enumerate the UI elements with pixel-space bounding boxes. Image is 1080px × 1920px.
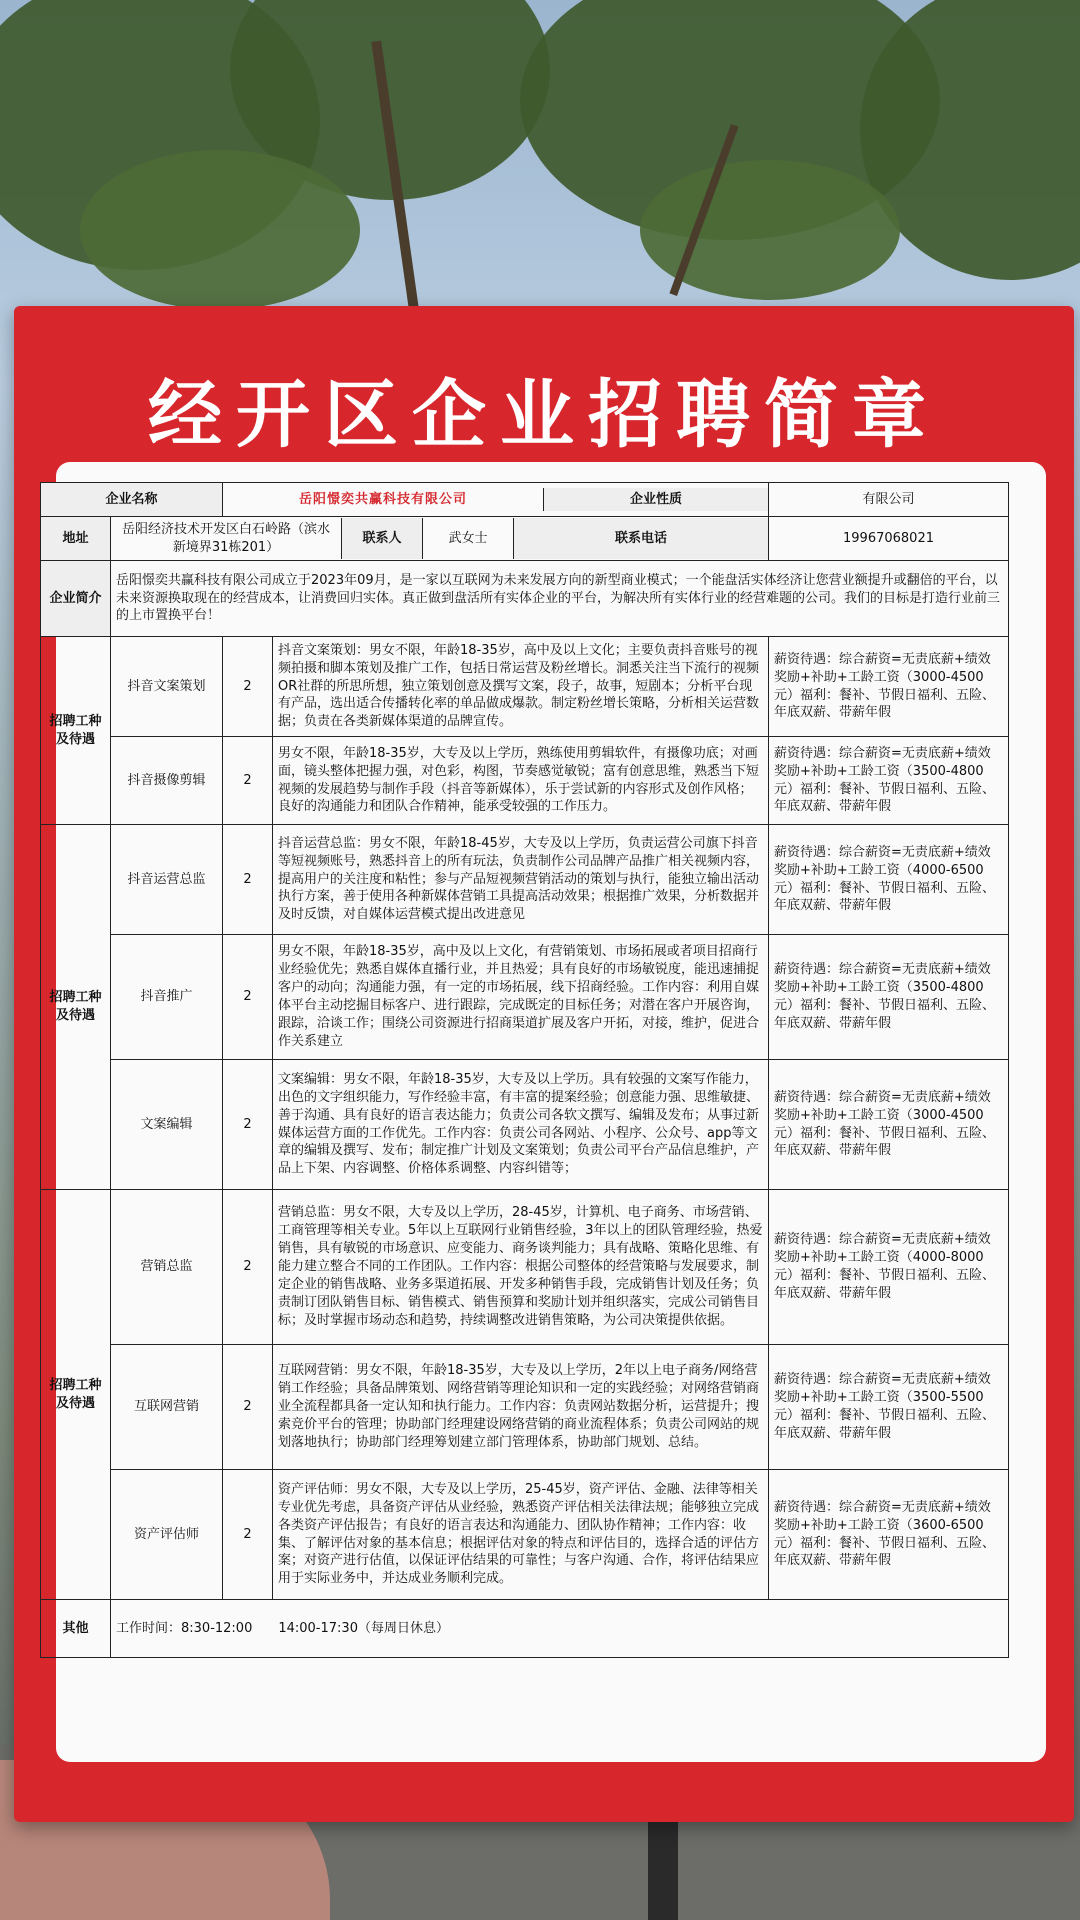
job-description: 抖音文案策划：男女不限，年龄18-35岁，高中及以上文化；主要负责抖音账号的视频拍摄和脚本策划及推广工作，包括日常运营及粉丝增长。洞悉关注当下流行的视频OR社群的所思所想，独立策划创意及撰写文案，段子，故事，短剧本；分析平台现有产品，选出适合传播转化率的单品做成爆款。制定粉丝增长策略，分析相关运营数据；负责在各类新媒体渠道的品牌宣传。 [273,637,769,737]
job-row [41,1470,1009,1600]
tree-canopy [0,0,1080,330]
job-position: 营销总监 [111,1190,223,1345]
company-type-label: 企业性质 [544,488,769,512]
company-address: 岳阳经济技术开发区白石岭路（滨水新境界31栋201） [121,521,330,555]
job-count: 2 [223,637,273,737]
company-intro: 岳阳憬奕共赢科技有限公司成立于2023年09月，是一家以互联网为未来发展方向的新型商业模式；一个能盘活实体经济让您营业额提升或翻倍的平台，以未来资源换取现在的经营成本，让消费回归实体。真正做到盘活所有实体企业的平台，为解决所有实体行业的经营难题的公司。我们的目标是打造行业前三的上市置换平台！ [111,561,1009,637]
address-row [41,517,1009,561]
address-label: 地址 [41,517,111,561]
job-row [41,935,1009,1060]
company-name: 岳阳憬奕共赢科技有限公司 [299,491,468,507]
job-pay: 薪资待遇：综合薪资=无责底薪+绩效奖励+补助+工龄工资（3000-4500元）福利：餐补、节假日福利、五险、年底双薪、带薪年假 [769,637,1009,737]
job-count: 2 [223,1470,273,1600]
poster-title: 经开区企业招聘简章 [148,372,940,458]
jobs-section-label-1: 招聘工种及待遇 [41,637,111,825]
job-description: 文案编辑：男女不限，年龄18-35岁，大专及以上学历。具有较强的文案写作能力，出色的文字组织能力，写作经验丰富，有丰富的提案经验；创意能力强、思维敏捷、善于沟通、具有良好的语言表达能力；负责公司各软文撰写、编辑及发布；从事过新媒体运营方面的工作优先。工作内容：负责公司各网站、小程序、公众号、app等文章的编辑及撰写、发布；制定推广计划及文案策划；负责公司平台产品信息维护，产品上下架、内容调整、价格体系调整、内容纠错等； [273,1060,769,1190]
job-count: 2 [223,1345,273,1470]
job-position: 资产评估师 [111,1470,223,1600]
job-count: 2 [223,1060,273,1190]
job-row [41,825,1009,935]
job-count: 2 [223,1190,273,1345]
job-description: 男女不限，年龄18-35岁，大专及以上学历，熟练使用剪辑软件，有摄像功底；对画面，镜头整体把握力强，对色彩，构图，节奏感觉敏锐；富有创意思维，熟悉当下短视频的发展趋势与制作手段（抖音等新媒体），乐于尝试新的内容形式及创作风格；良好的沟通能力和团队合作精神，能承受较强的工作压力。 [273,737,769,825]
recruitment-table [40,482,1009,1658]
job-row [41,1060,1009,1190]
job-row [41,737,1009,825]
job-pay: 薪资待遇：综合薪资=无责底薪+绩效奖励+补助+工龄工资（4000-8000元）福利：餐补、节假日福利、五险、年底双薪、带薪年假 [769,1190,1009,1345]
job-description: 资产评估师：男女不限，大专及以上学历，25-45岁，资产评估、金融、法律等相关专业优先考虑，具备资产评估从业经验，熟悉资产评估相关法律法规；能够独立完成各类资产评估报告；有良好的语言表达和沟通能力、团队协作精神；工作内容：收集、了解评估对象的基本信息；根据评估对象的特点和评估目的，选择合适的评估方案；对资产进行估值，以保证评估结果的可靠性；与客户沟通、合作，将评估结果应用于实际业务中，并达成业务顺利完成。 [273,1470,769,1600]
job-row [41,637,1009,737]
intro-row [41,561,1009,637]
phone-label: 联系电话 [514,518,769,560]
job-description: 互联网营销：男女不限，年龄18-35岁，大专及以上学历，2年以上电子商务/网络营销工作经验；具备品牌策划、网络营销等理论知识和一定的实践经验；对网络营销商业全流程都具备一定认知和执行能力。工作内容：负责网站数据分析，运营提升；搜索竞价平台的管理；协助部门经理建设网络营销的商业流程体系；负责公司网站的规划落地执行；协助部门经理筹划建立部门管理体系，协助部门规划、总结。 [273,1345,769,1470]
job-position: 文案编辑 [111,1060,223,1190]
company-type: 有限公司 [769,483,1009,517]
job-count: 2 [223,737,273,825]
job-count: 2 [223,935,273,1060]
job-pay: 薪资待遇：综合薪资=无责底薪+绩效奖励+补助+工龄工资（3500-5500元）福利：餐补、节假日福利、五险、年底双薪、带薪年假 [769,1345,1009,1470]
job-row [41,1190,1009,1345]
jobs-section-label-2: 招聘工种及待遇 [41,825,111,1190]
company-name-row [41,483,1009,517]
address-cell [111,517,769,561]
job-pay: 薪资待遇：综合薪资=无责底薪+绩效奖励+补助+工龄工资（3500-4800元）福利：餐补、节假日福利、五险、年底双薪、带薪年假 [769,935,1009,1060]
job-description: 抖音运营总监：男女不限，年龄18-45岁，大专及以上学历，负责运营公司旗下抖音等短视频账号，熟悉抖音上的所有玩法，负责制作公司品牌产品推广相关视频内容，提高用户的关注度和粘性；参与产品短视频营销活动的策划与执行，能独立输出活动执行方案，善于使用各种新媒体营销工具提高活动效果；根据推广效果，分析数据并及时反馈，对自媒体运营模式提出改进意见 [273,825,769,935]
work-hours: 工作时间：8:30-12:00 14:00-17:30（每周日休息） [111,1600,1009,1658]
company-name-cell [223,483,769,517]
job-description: 营销总监：男女不限，大专及以上学历，28-45岁，计算机、电子商务、市场营销、工商管理等相关专业。5年以上互联网行业销售经验，3年以上的团队管理经验，热爱销售，具有敏锐的市场意识、应变能力、商务谈判能力；具有战略、策略化思维、有能力建立整合不同的工作团队。工作内容：根据公司整体的经营策略与发展要求，制定企业的销售战略、业务多渠道拓展、开发多种销售手段，完成销售计划及任务；负责制订团队销售目标、销售模式、销售预算和奖励计划并组织落实，完成公司销售目标；及时掌握市场动态和趋势，持续调整改进销售策略，为公司决策提供依据。 [273,1190,769,1345]
jobs-section-label-3: 招聘工种及待遇 [41,1190,111,1600]
job-pay: 薪资待遇：综合薪资=无责底薪+绩效奖励+补助+工龄工资（3600-6500元）福利：餐补、节假日福利、五险、年底双薪、带薪年假 [769,1470,1009,1600]
other-label: 其他 [41,1600,111,1658]
job-position: 抖音摄像剪辑 [111,737,223,825]
intro-label: 企业简介 [41,561,111,637]
job-count: 2 [223,825,273,935]
other-row [41,1600,1009,1658]
contact-person: 武女士 [423,518,514,560]
job-row [41,1345,1009,1470]
phone-number: 19967068021 [769,517,1009,561]
job-pay: 薪资待遇：综合薪资=无责底薪+绩效奖励+补助+工龄工资（4000-6500元）福利：餐补、节假日福利、五险、年底双薪、带薪年假 [769,825,1009,935]
job-position: 抖音运营总监 [111,825,223,935]
job-position: 抖音文案策划 [111,637,223,737]
job-pay: 薪资待遇：综合薪资=无责底薪+绩效奖励+补助+工龄工资（3000-4500元）福利：餐补、节假日福利、五险、年底双薪、带薪年假 [769,1060,1009,1190]
job-position: 抖音推广 [111,935,223,1060]
job-pay: 薪资待遇：综合薪资=无责底薪+绩效奖励+补助+工龄工资（3500-4800元）福利：餐补、节假日福利、五险、年底双薪、带薪年假 [769,737,1009,825]
job-description: 男女不限，年龄18-35岁，高中及以上文化，有营销策划、市场拓展或者项目招商行业经验优先；熟悉自媒体直播行业，并且热爱；具有良好的市场敏锐度，能迅速捕捉客户的动向；沟通能力强，有一定的市场拓展，线下招商经验。工作内容：利用自媒体平台主动挖掘目标客户、进行跟踪，完成既定的目标任务；对潜在客户开展咨询，跟踪，洽谈工作；围绕公司资源进行招商渠道扩展及客户开拓，对接，维护，促进合作关系建立 [273,935,769,1060]
contact-label: 联系人 [342,518,423,560]
company-name-label: 企业名称 [41,483,223,517]
job-position: 互联网营销 [111,1345,223,1470]
